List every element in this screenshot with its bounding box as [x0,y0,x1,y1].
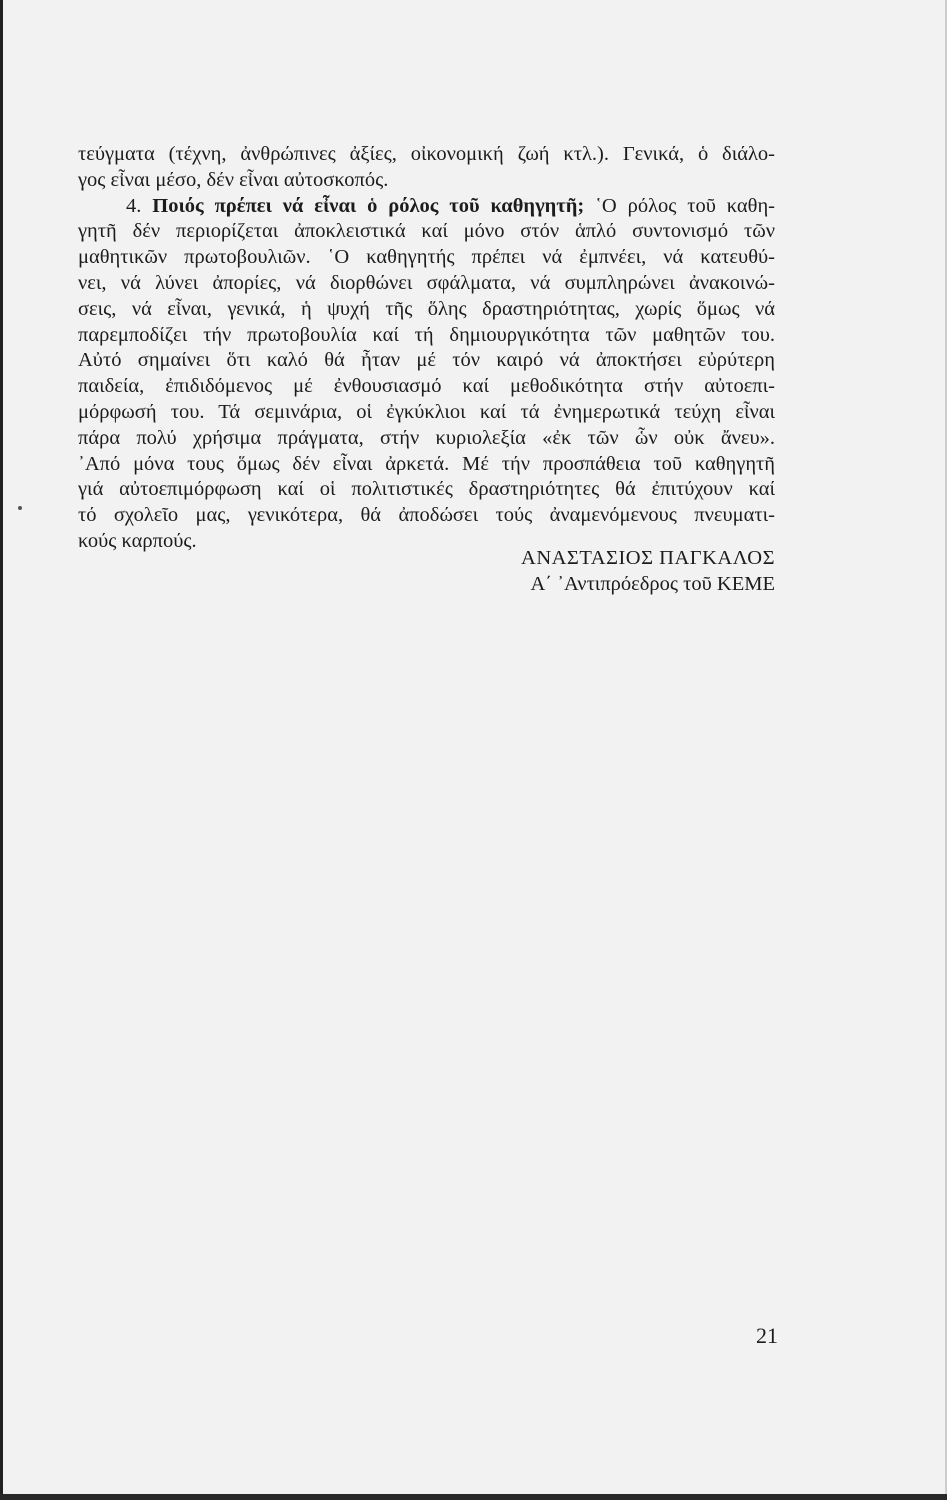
paragraph-2-line: Αὐτό σημαίνει ὅτι καλό θά ἦταν μέ τόν καιρό νά ἀποκτήσει εὐρύτερη [78,349,775,372]
signature-title: Α΄ ᾿Αντιπρόεδρος τοῦ ΚΕΜΕ [530,573,775,595]
paragraph-2-line: γητῆ δέν περιορίζεται ἀποκλειστικά καί μόνο στόν ἁπλό συντονισμό τῶν [78,220,775,243]
paragraph-2-line: πάρα πολύ χρήσιμα πράγματα, στήν κυριολεξία «ἐκ τῶν ὧν οὐκ ἄνευ». [78,426,775,449]
signature-name: ΑΝΑΣΤΑΣΙΟΣ ΠΑΓΚΑΛΟΣ [521,547,775,569]
paragraph-2-first-line-text: ῾Ο ρόλος τοῦ καθη- [595,194,776,217]
section-heading: Ποιός πρέπει νά εἶναι ὁ ρόλος τοῦ καθηγητῆ; [152,194,585,217]
paragraph-2-line: τό σχολεῖο μας, γενικότερα, θά ἀποδώσει τούς ἀναμενόμενους πνευματι- [78,504,775,527]
item-number: 4. [126,194,142,217]
paragraph-2-first-line [78,194,775,220]
paragraph-2-line: μαθητικῶν πρωτοβουλιῶν. ῾Ο καθηγητής πρέπει νά ἐμπνέει, νά κατευθύ- [78,246,775,269]
paragraph-2-line: κούς καρπούς. [78,529,197,552]
paragraph-2-line: σεις, νά εἶναι, γενικά, ἡ ψυχή τῆς ὅλης δραστηριότητας, χωρίς ὅμως νά [78,297,775,320]
paragraph-1-line: τεύγματα (τέχνη, ἀνθρώπινες ἀξίες, οἰκονομική ζωή κτλ.). Γενικά, ὁ διάλο- [78,143,775,165]
signature-block [521,545,775,597]
paragraph-2-line: παιδεία, ἐπιδιδόμενος μέ ἐνθουσιασμό καί μεθοδικότητα στήν αὐτοεπι- [78,375,775,398]
scan-bottom-edge [0,1494,947,1500]
scan-left-edge [0,0,3,1500]
paragraph-2-line: νει, νά λύνει ἀπορίες, νά διορθώνει σφάλματα, νά συμπληρώνει ἀνακοινώ- [78,271,775,294]
scan-speck [18,506,22,510]
paragraph-1-line: γος εἶναι μέσο, δέν εἶναι αὐτοσκοπός. [78,168,389,191]
paragraph-2-line: ᾿Από μόνα τους ὅμως δέν εἶναι ἀρκετά. Μέ τήν προσπάθεια τοῦ καθηγητῆ [78,452,775,475]
page-number: 21 [756,1323,778,1348]
paragraph-2-line: παρεμποδίζει τήν πρωτοβουλία καί τή δημιουργικότητα τῶν μαθητῶν του. [78,323,775,346]
paragraph-2-line: μόρφωσή του. Τά σεμινάρια, οἱ ἐγκύκλιοι καί τά ἐνημερωτικά τεύχη εἶναι [78,400,775,423]
paragraph-2-line: γιά αὐτοεπιμόρφωση καί οἱ πολιτιστικές δραστηριότητες θά ἐπιτύχουν καί [78,478,775,501]
body-text [78,142,775,555]
